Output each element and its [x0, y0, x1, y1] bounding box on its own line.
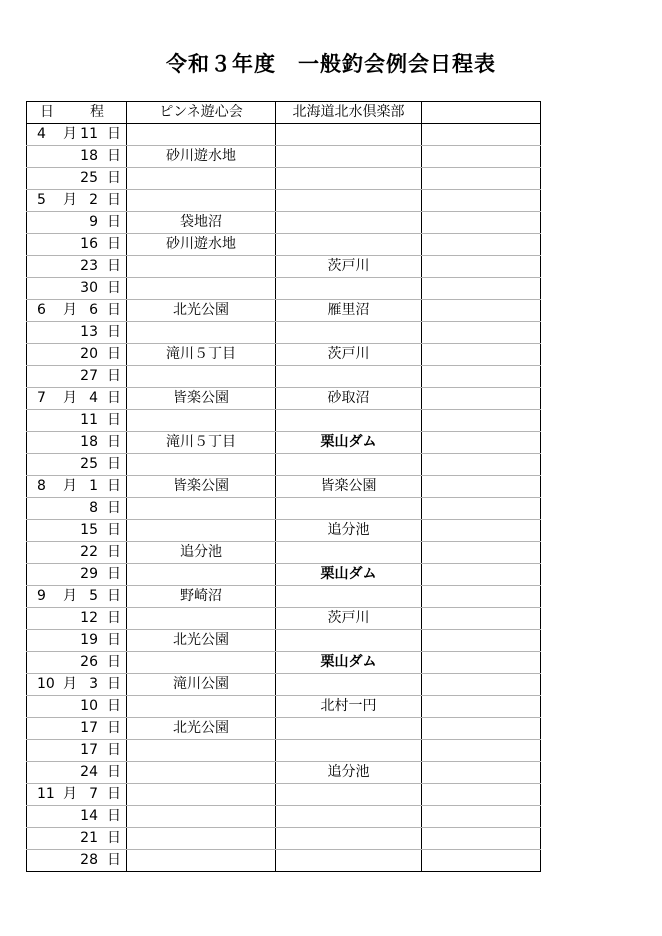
date-cell — [27, 278, 127, 300]
club2-venue — [276, 322, 422, 344]
day-number: 30 — [80, 280, 98, 296]
day-number: 14 — [80, 808, 98, 824]
table-row — [27, 322, 541, 344]
day-suffix: 日 — [107, 698, 121, 714]
day-number: 29 — [80, 566, 98, 582]
day-suffix: 日 — [107, 126, 121, 142]
club2-venue — [276, 366, 422, 388]
extra-cell — [422, 366, 541, 388]
date-cell — [27, 850, 127, 872]
day-suffix: 日 — [107, 720, 121, 736]
month-suffix: 月 — [63, 478, 77, 494]
day-suffix: 日 — [107, 566, 121, 582]
table-row — [27, 432, 541, 454]
club2-venue: 茨戸川 — [276, 344, 422, 366]
month-number: 9 — [37, 588, 46, 604]
club2-venue: 茨戸川 — [276, 608, 422, 630]
date-cell — [27, 608, 127, 630]
club1-venue: 北光公園 — [127, 630, 276, 652]
club2-venue — [276, 168, 422, 190]
club1-venue: 野崎沼 — [127, 586, 276, 608]
club2-venue — [276, 146, 422, 168]
day-suffix: 日 — [107, 676, 121, 692]
date-cell — [27, 454, 127, 476]
table-row — [27, 168, 541, 190]
day-number: 11 — [80, 412, 98, 428]
day-suffix: 日 — [107, 214, 121, 230]
month-suffix: 月 — [63, 302, 77, 318]
month-suffix: 月 — [63, 192, 77, 208]
extra-cell — [422, 146, 541, 168]
date-cell — [27, 146, 127, 168]
extra-cell — [422, 564, 541, 586]
table-row — [27, 740, 541, 762]
day-suffix: 日 — [107, 522, 121, 538]
date-cell — [27, 564, 127, 586]
table-row — [27, 476, 541, 498]
day-suffix: 日 — [107, 390, 121, 406]
extra-cell — [422, 256, 541, 278]
extra-cell — [422, 630, 541, 652]
extra-cell — [422, 168, 541, 190]
club2-venue — [276, 850, 422, 872]
club1-venue: 皆楽公園 — [127, 388, 276, 410]
header-extra — [422, 102, 541, 124]
table-row — [27, 564, 541, 586]
club2-venue — [276, 806, 422, 828]
header-date-left: 日 — [40, 104, 54, 120]
day-number: 27 — [80, 368, 98, 384]
month-number: 11 — [37, 786, 55, 802]
club2-venue — [276, 630, 422, 652]
club1-venue — [127, 322, 276, 344]
day-number: 3 — [89, 676, 98, 692]
day-number: 15 — [80, 522, 98, 538]
date-cell — [27, 740, 127, 762]
header-date-right: 程 — [90, 104, 104, 120]
extra-cell — [422, 828, 541, 850]
date-cell — [27, 190, 127, 212]
day-number: 21 — [80, 830, 98, 846]
date-cell — [27, 212, 127, 234]
table-row — [27, 542, 541, 564]
club2-venue: 北村一円 — [276, 696, 422, 718]
day-number: 28 — [80, 852, 98, 868]
club2-venue: 雁里沼 — [276, 300, 422, 322]
extra-cell — [422, 278, 541, 300]
table-row — [27, 674, 541, 696]
extra-cell — [422, 718, 541, 740]
date-cell — [27, 234, 127, 256]
extra-cell — [422, 432, 541, 454]
table-row — [27, 300, 541, 322]
header-club2: 北海道北水倶楽部 — [276, 102, 422, 124]
day-number: 2 — [89, 192, 98, 208]
club2-venue: 栗山ダム — [276, 652, 422, 674]
day-number: 12 — [80, 610, 98, 626]
extra-cell — [422, 806, 541, 828]
table-row — [27, 256, 541, 278]
day-number: 5 — [89, 588, 98, 604]
table-row — [27, 410, 541, 432]
day-number: 7 — [89, 786, 98, 802]
day-suffix: 日 — [107, 434, 121, 450]
day-suffix: 日 — [107, 346, 121, 362]
extra-cell — [422, 234, 541, 256]
date-cell — [27, 432, 127, 454]
extra-cell — [422, 454, 541, 476]
club1-venue — [127, 806, 276, 828]
table-row — [27, 190, 541, 212]
club2-venue — [276, 212, 422, 234]
day-number: 18 — [80, 434, 98, 450]
day-number: 6 — [89, 302, 98, 318]
club1-venue — [127, 850, 276, 872]
header-date — [27, 102, 127, 124]
date-cell — [27, 256, 127, 278]
day-suffix: 日 — [107, 236, 121, 252]
date-cell — [27, 344, 127, 366]
day-number: 8 — [89, 500, 98, 516]
table-row — [27, 718, 541, 740]
club1-venue — [127, 124, 276, 146]
extra-cell — [422, 498, 541, 520]
club1-venue — [127, 190, 276, 212]
date-cell — [27, 784, 127, 806]
day-suffix: 日 — [107, 610, 121, 626]
club2-venue — [276, 234, 422, 256]
extra-cell — [422, 850, 541, 872]
club1-venue — [127, 256, 276, 278]
club1-venue — [127, 454, 276, 476]
date-cell — [27, 828, 127, 850]
day-suffix: 日 — [107, 500, 121, 516]
date-cell — [27, 388, 127, 410]
club1-venue — [127, 520, 276, 542]
club2-venue — [276, 498, 422, 520]
club1-venue — [127, 784, 276, 806]
table-row — [27, 212, 541, 234]
club2-venue — [276, 542, 422, 564]
page-title: 令和３年度 一般釣会例会日程表 — [166, 52, 496, 76]
date-cell — [27, 322, 127, 344]
club2-venue — [276, 410, 422, 432]
club1-venue — [127, 608, 276, 630]
club2-venue: 茨戸川 — [276, 256, 422, 278]
club1-venue — [127, 366, 276, 388]
club1-venue — [127, 762, 276, 784]
day-number: 26 — [80, 654, 98, 670]
day-suffix: 日 — [107, 280, 121, 296]
club1-venue: 追分池 — [127, 542, 276, 564]
extra-cell — [422, 608, 541, 630]
day-suffix: 日 — [107, 588, 121, 604]
month-number: 8 — [37, 478, 46, 494]
extra-cell — [422, 652, 541, 674]
club2-venue: 追分池 — [276, 520, 422, 542]
club1-venue: 北光公園 — [127, 718, 276, 740]
table-row — [27, 806, 541, 828]
day-number: 16 — [80, 236, 98, 252]
club2-venue — [276, 124, 422, 146]
table-row — [27, 762, 541, 784]
day-suffix: 日 — [107, 412, 121, 428]
day-suffix: 日 — [107, 830, 121, 846]
club1-venue — [127, 168, 276, 190]
club1-venue — [127, 498, 276, 520]
day-number: 24 — [80, 764, 98, 780]
club1-venue: 滝川５丁目 — [127, 432, 276, 454]
table-row — [27, 608, 541, 630]
club1-venue — [127, 564, 276, 586]
extra-cell — [422, 212, 541, 234]
day-number: 19 — [80, 632, 98, 648]
club2-venue — [276, 674, 422, 696]
table-row — [27, 850, 541, 872]
date-cell — [27, 542, 127, 564]
club2-venue — [276, 454, 422, 476]
date-cell — [27, 718, 127, 740]
extra-cell — [422, 388, 541, 410]
day-suffix: 日 — [107, 324, 121, 340]
day-number: 23 — [80, 258, 98, 274]
table-row — [27, 124, 541, 146]
extra-cell — [422, 696, 541, 718]
header-club1: ピンネ遊心会 — [127, 102, 276, 124]
extra-cell — [422, 762, 541, 784]
date-cell — [27, 652, 127, 674]
month-number: 4 — [37, 126, 46, 142]
table-row — [27, 828, 541, 850]
day-suffix: 日 — [107, 368, 121, 384]
table-row — [27, 498, 541, 520]
table-row — [27, 630, 541, 652]
table-row — [27, 344, 541, 366]
schedule-table — [26, 101, 541, 872]
date-cell — [27, 476, 127, 498]
club2-venue — [276, 740, 422, 762]
table-row — [27, 146, 541, 168]
date-cell — [27, 586, 127, 608]
club2-venue — [276, 784, 422, 806]
day-number: 1 — [89, 478, 98, 494]
table-row — [27, 388, 541, 410]
extra-cell — [422, 586, 541, 608]
table-row — [27, 520, 541, 542]
day-suffix: 日 — [107, 478, 121, 494]
club1-venue: 砂川遊水地 — [127, 146, 276, 168]
day-suffix: 日 — [107, 808, 121, 824]
month-suffix: 月 — [63, 786, 77, 802]
extra-cell — [422, 190, 541, 212]
date-cell — [27, 168, 127, 190]
extra-cell — [422, 740, 541, 762]
date-cell — [27, 806, 127, 828]
club2-venue — [276, 278, 422, 300]
extra-cell — [422, 124, 541, 146]
table-row — [27, 696, 541, 718]
day-number: 20 — [80, 346, 98, 362]
date-cell — [27, 696, 127, 718]
club2-venue: 皆楽公園 — [276, 476, 422, 498]
day-suffix: 日 — [107, 852, 121, 868]
day-number: 22 — [80, 544, 98, 560]
club1-venue: 滝川公園 — [127, 674, 276, 696]
month-suffix: 月 — [63, 676, 77, 692]
day-suffix: 日 — [107, 632, 121, 648]
club1-venue — [127, 410, 276, 432]
day-number: 10 — [80, 698, 98, 714]
table-header-row — [27, 102, 541, 124]
day-number: 4 — [89, 390, 98, 406]
date-cell — [27, 300, 127, 322]
day-suffix: 日 — [107, 456, 121, 472]
date-cell — [27, 630, 127, 652]
extra-cell — [422, 476, 541, 498]
club2-venue: 栗山ダム — [276, 432, 422, 454]
club2-venue — [276, 828, 422, 850]
club1-venue — [127, 696, 276, 718]
club2-venue — [276, 190, 422, 212]
month-suffix: 月 — [63, 126, 77, 142]
club1-venue — [127, 740, 276, 762]
day-number: 11 — [80, 126, 98, 142]
month-number: 5 — [37, 192, 46, 208]
table-row — [27, 234, 541, 256]
day-number: 18 — [80, 148, 98, 164]
date-cell — [27, 762, 127, 784]
day-suffix: 日 — [107, 170, 121, 186]
club1-venue: 皆楽公園 — [127, 476, 276, 498]
day-suffix: 日 — [107, 786, 121, 802]
table-row — [27, 586, 541, 608]
day-number: 25 — [80, 170, 98, 186]
month-number: 6 — [37, 302, 46, 318]
club2-venue: 栗山ダム — [276, 564, 422, 586]
club2-venue — [276, 586, 422, 608]
schedule-body — [27, 124, 541, 872]
extra-cell — [422, 542, 541, 564]
date-cell — [27, 124, 127, 146]
day-suffix: 日 — [107, 764, 121, 780]
club1-venue: 砂川遊水地 — [127, 234, 276, 256]
day-suffix: 日 — [107, 302, 121, 318]
month-suffix: 月 — [63, 588, 77, 604]
table-row — [27, 454, 541, 476]
date-cell — [27, 674, 127, 696]
club1-venue — [127, 652, 276, 674]
extra-cell — [422, 674, 541, 696]
day-suffix: 日 — [107, 192, 121, 208]
day-suffix: 日 — [107, 148, 121, 164]
day-number: 9 — [89, 214, 98, 230]
club1-venue — [127, 278, 276, 300]
day-suffix: 日 — [107, 258, 121, 274]
club1-venue: 袋地沼 — [127, 212, 276, 234]
extra-cell — [422, 300, 541, 322]
table-row — [27, 366, 541, 388]
day-number: 17 — [80, 720, 98, 736]
club2-venue: 追分池 — [276, 762, 422, 784]
club2-venue — [276, 718, 422, 740]
club1-venue: 滝川５丁目 — [127, 344, 276, 366]
day-suffix: 日 — [107, 544, 121, 560]
date-cell — [27, 366, 127, 388]
table-row — [27, 652, 541, 674]
date-cell — [27, 520, 127, 542]
day-number: 25 — [80, 456, 98, 472]
month-number: 7 — [37, 390, 46, 406]
date-cell — [27, 410, 127, 432]
date-cell — [27, 498, 127, 520]
club1-venue: 北光公園 — [127, 300, 276, 322]
extra-cell — [422, 520, 541, 542]
extra-cell — [422, 410, 541, 432]
table-row — [27, 784, 541, 806]
day-suffix: 日 — [107, 654, 121, 670]
club1-venue — [127, 828, 276, 850]
day-number: 17 — [80, 742, 98, 758]
month-number: 10 — [37, 676, 55, 692]
day-number: 13 — [80, 324, 98, 340]
extra-cell — [422, 344, 541, 366]
table-row — [27, 278, 541, 300]
extra-cell — [422, 322, 541, 344]
club2-venue: 砂取沼 — [276, 388, 422, 410]
month-suffix: 月 — [63, 390, 77, 406]
day-suffix: 日 — [107, 742, 121, 758]
extra-cell — [422, 784, 541, 806]
